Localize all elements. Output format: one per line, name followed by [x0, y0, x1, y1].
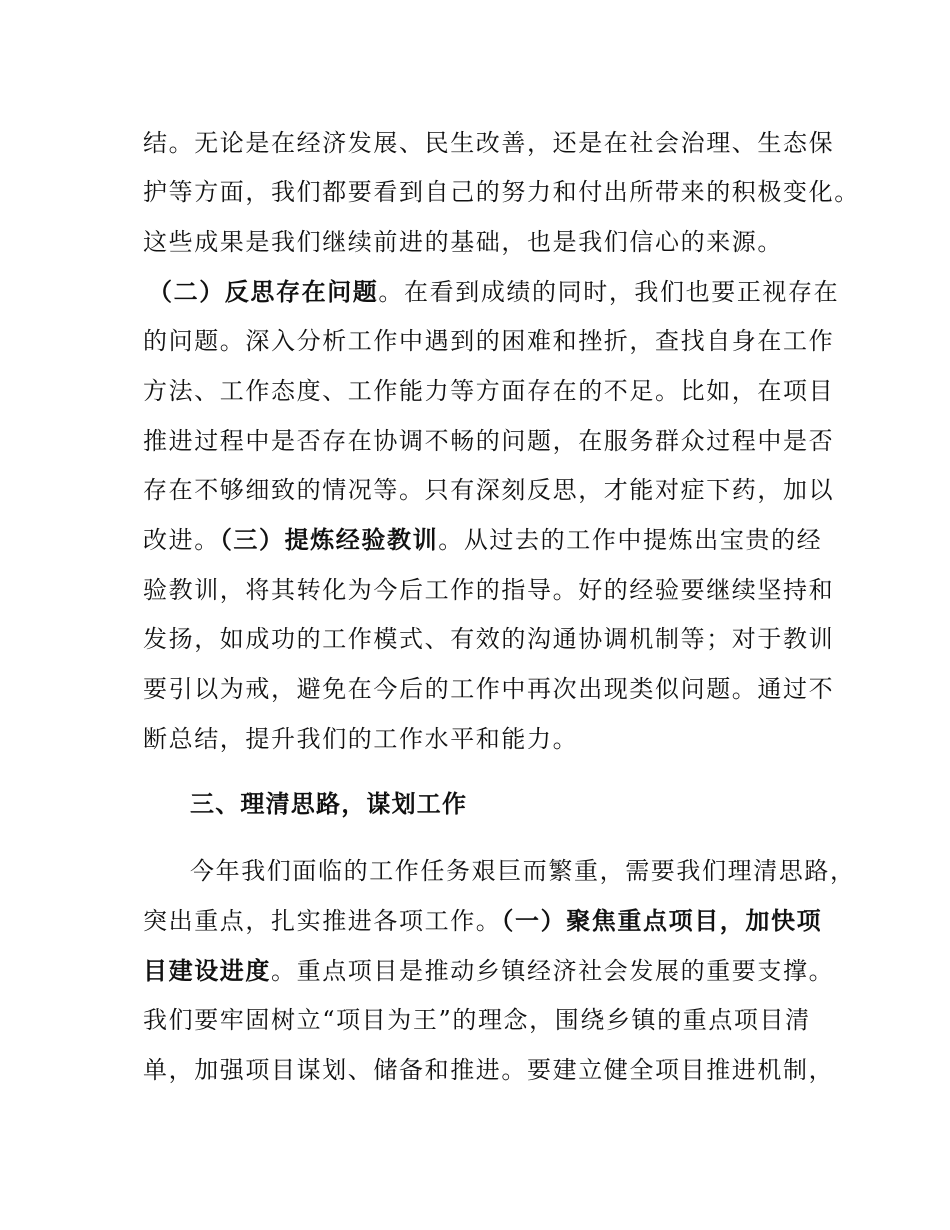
subsection-title-lessons: （三）提炼经验教训 — [219, 526, 439, 554]
paragraph-line-14: 今年我们面临的工作任务艰巨而繁重，需要我们理清思路， — [190, 857, 856, 885]
subsection-title-focus-b: 目建设进度 — [143, 957, 271, 985]
paragraph-line-9 — [143, 526, 822, 554]
subsection-period: 。 — [378, 278, 405, 306]
paragraph-line-18: 单，加强项目谋划、储备和推进。要建立健全项目推进机制， — [143, 1056, 835, 1084]
paragraph-text: 在看到成绩的同时，我们也要正视存在 — [404, 278, 840, 306]
paragraph-text: 重点项目是推动乡镇经济社会发展的重要支撑。 — [296, 957, 835, 985]
subsection-title-reflect: （二）反思存在问题 — [148, 278, 379, 306]
paragraph-line-6: 方法、工作态度、工作能力等方面存在的不足。比如，在项目 — [143, 377, 835, 405]
paragraph-line-16 — [143, 957, 834, 985]
paragraph-line-8: 存在不够细致的情况等。只有深刻反思，才能对症下药，加以 — [143, 476, 835, 504]
paragraph-line-5: 的问题。深入分析工作中遇到的困难和挫折，查找自身在工作 — [143, 327, 835, 355]
paragraph-line-11: 发扬，如成功的工作模式、有效的沟通协调机制等；对于教训 — [143, 625, 835, 653]
paragraph-line-7: 推进过程中是否存在协调不畅的问题，在服务群众过程中是否 — [143, 427, 835, 455]
paragraph-line-3: 这些成果是我们继续前进的基础，也是我们信心的来源。 — [143, 228, 783, 256]
paragraph-line-15 — [143, 907, 822, 935]
paragraph-line-13: 断总结，提升我们的工作水平和能力。 — [143, 725, 579, 753]
paragraph-line-4 — [148, 278, 839, 306]
section-heading-3: 三、理清思路，谋划工作 — [190, 790, 468, 818]
paragraph-text: 从过去的工作中提炼出宝贵的经 — [463, 526, 823, 554]
paragraph-line-1: 结。无论是在经济发展、民生改善，还是在社会治理、生态保 — [143, 129, 835, 157]
subsection-title-focus-a: （一）聚焦重点项目，加快项 — [501, 907, 823, 935]
paragraph-text: 突出重点，扎实推进各项工作。 — [143, 907, 502, 935]
paragraph-line-2: 护等方面，我们都要看到自己的努力和付出所带来的积极变化。 — [143, 178, 860, 206]
subsection-period: 。 — [271, 957, 297, 985]
paragraph-text: 改进。 — [143, 526, 220, 554]
subsection-period: 。 — [438, 526, 464, 554]
paragraph-line-12: 要引以为戒，避免在今后的工作中再次出现类似问题。通过不 — [143, 675, 835, 703]
paragraph-line-17: 我们要牢固树立“项目为王”的理念，围绕乡镇的重点项目清 — [143, 1006, 811, 1034]
paragraph-line-10: 验教训，将其转化为今后工作的指导。好的经验要继续坚持和 — [143, 576, 835, 604]
